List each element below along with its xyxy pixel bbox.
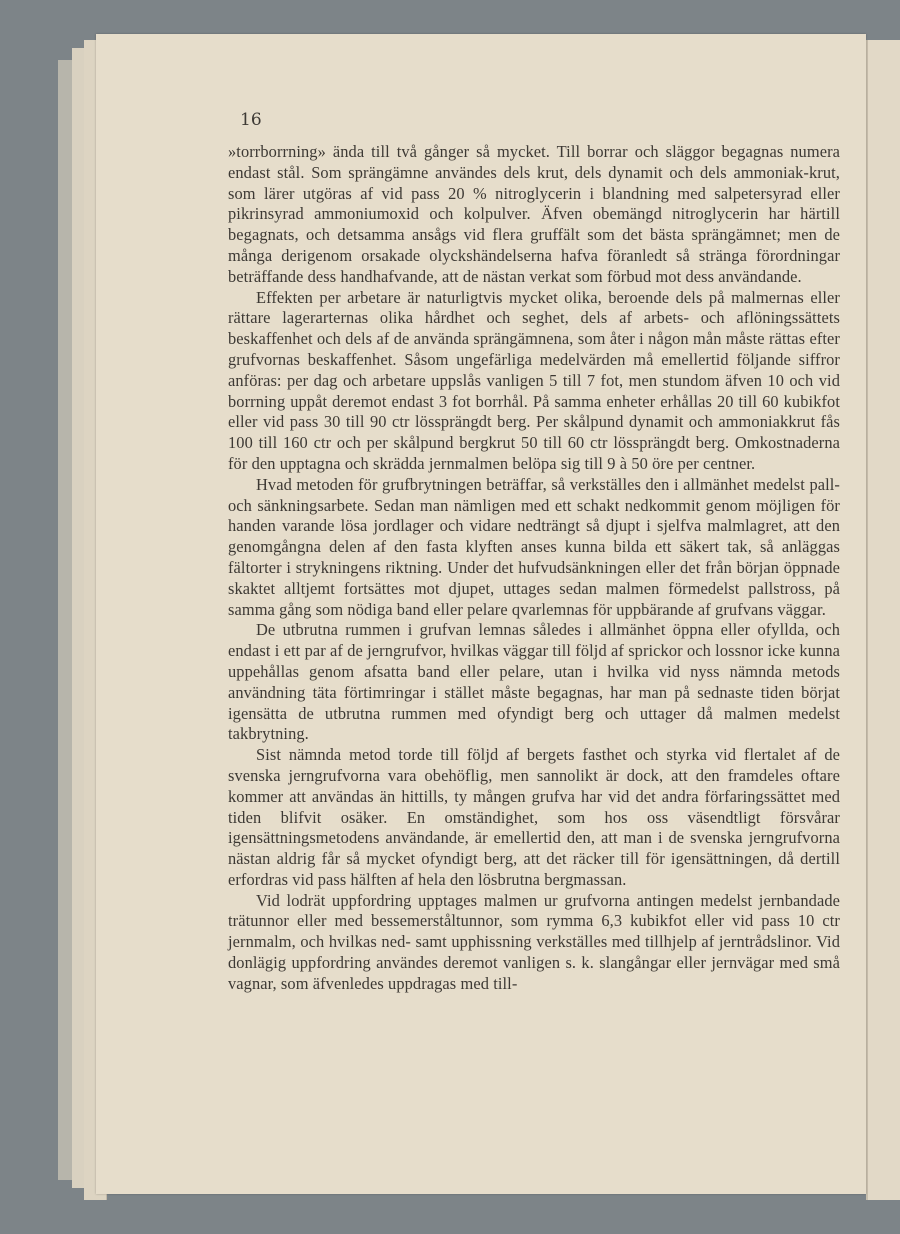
- paragraph: Sist nämnda metod torde till följd af bergets fasthet och styrka vid flertalet af de svenska jerngrufvorna vara obehöflig, men sannolikt är dock, att den framdeles oftare kommer att användas än hittills, ty mången grufva har vid det andra förfaringssättet med tiden blifvit osäker. En omständighet, som hos oss väsendtligt försvårar igensättningsmetodens användande, är emellertid den, att man i de svenska jerngrufvorna nästan aldrig får så mycket ofyndigt berg, att det räcker till för igensättningen, då dertill erfordras vid pass hälften af hela den lösbrutna bergmassan.: [228, 745, 840, 889]
- facing-page-edge: [866, 40, 900, 1200]
- paragraph: Vid lodrät uppfordring upptages malmen ur grufvorna antingen medelst jernbandade trätunnor eller med bessemerståltunnor, som rymma 6,3 kubikfot eller vid pass 10 ctr jernmalm, och hvilkas ned- samt upphissning verkställes med tillhjelp af jerntrådslinor. Vid donlägig uppfordring användes deremot vanligen s. k. slangångar eller jernvägar med små vagnar, som äfvenledes uppdragas med till-: [228, 890, 840, 993]
- paragraph: De utbrutna rummen i grufvan lemnas således i allmänhet öppna eller ofyllda, och endast i ett par af de jerngrufvor, hvilkas väggar till följd af sprickor och lossnor icke kunna uppehållas genom afsatta band eller pelare, utan i hvilka vid nyss nämnda metods användning täta förtimringar i stället måste begagnas, har man på sednaste tiden börjat igensätta de utbrutna rummen med ofyndigt berg och uttager då malmen medelst takbrytning.: [228, 620, 840, 744]
- paragraph: Effekten per arbetare är naturligtvis mycket olika, beroende dels på malmernas eller rättare lagerarternas olika hårdhet och seghet, dels af arbets- och aflöningssättets beskaffenhet och dels af de använda sprängämnena, som åter i någon mån måste rättas efter grufvornas beskaffenhet. Såsom ungefärliga medelvärden må emellertid följande siffror anföras: per dag och arbetare uppslås vanligen 5 till 7 fot, men stundom äfven 10 och vid borrning uppåt deremot endast 3 fot borrhål. På samma enheter erhållas 20 till 60 kubikfot eller vid pass 30 till 90 ctr lössprängdt berg. Per skålpund dynamit och ammoniakkrut fås 100 till 160 ctr och per skålpund bergkrut 50 till 60 ctr lössprängdt berg. Omkostnaderna för den upptagna och skrädda jernmalmen belöpa sig till 9 à 50 öre per centner.: [228, 287, 840, 473]
- body-text: [228, 142, 840, 995]
- paragraph: »torrborrning» ända till två gånger så mycket. Till borrar och släggor begagnas numera endast stål. Som sprängämne användes dels krut, dels dynamit och dels ammoniak-krut, som lärer utgöras af vid pass 20 % nitroglycerin i blandning med salpetersyrad eller pikrinsyrad ammoniumoxid och kolpulver. Äfven obemängd nitroglycerin har härtill begagnats, och detsamma ansågs vid flera gruffält som det bästa sprängämnet; men de många derigenom orsakade olyckshändelserna hafva föranledt så stränga förordningar beträffande dess handhafvande, att de nästan verkat som förbud mot dess användande.: [228, 142, 840, 286]
- paragraph: Hvad metoden för grufbrytningen beträffar, så verkställes den i allmänhet medelst pall- och sänkningsarbete. Sedan man nämligen med ett schakt nedkommit genom möjligen för handen varande lösa jordlager och vidare nedträngt så djupt i sjelfva malmlagret, att den genomgångna delen af den fasta klyften anses kunna bilda ett säkert tak, så anläggas fältorter i strykningens riktning. Under det hufvudsänkningen eller det från början öppnade skaktet alltjemt fortsättes mot djupet, uttages sedan malmen förmedelst pallstross, på samma gång som nödiga band eller pelare qvarlemnas för uppbärande af grufvans väggar.: [228, 474, 840, 619]
- page-number: 16: [240, 110, 262, 130]
